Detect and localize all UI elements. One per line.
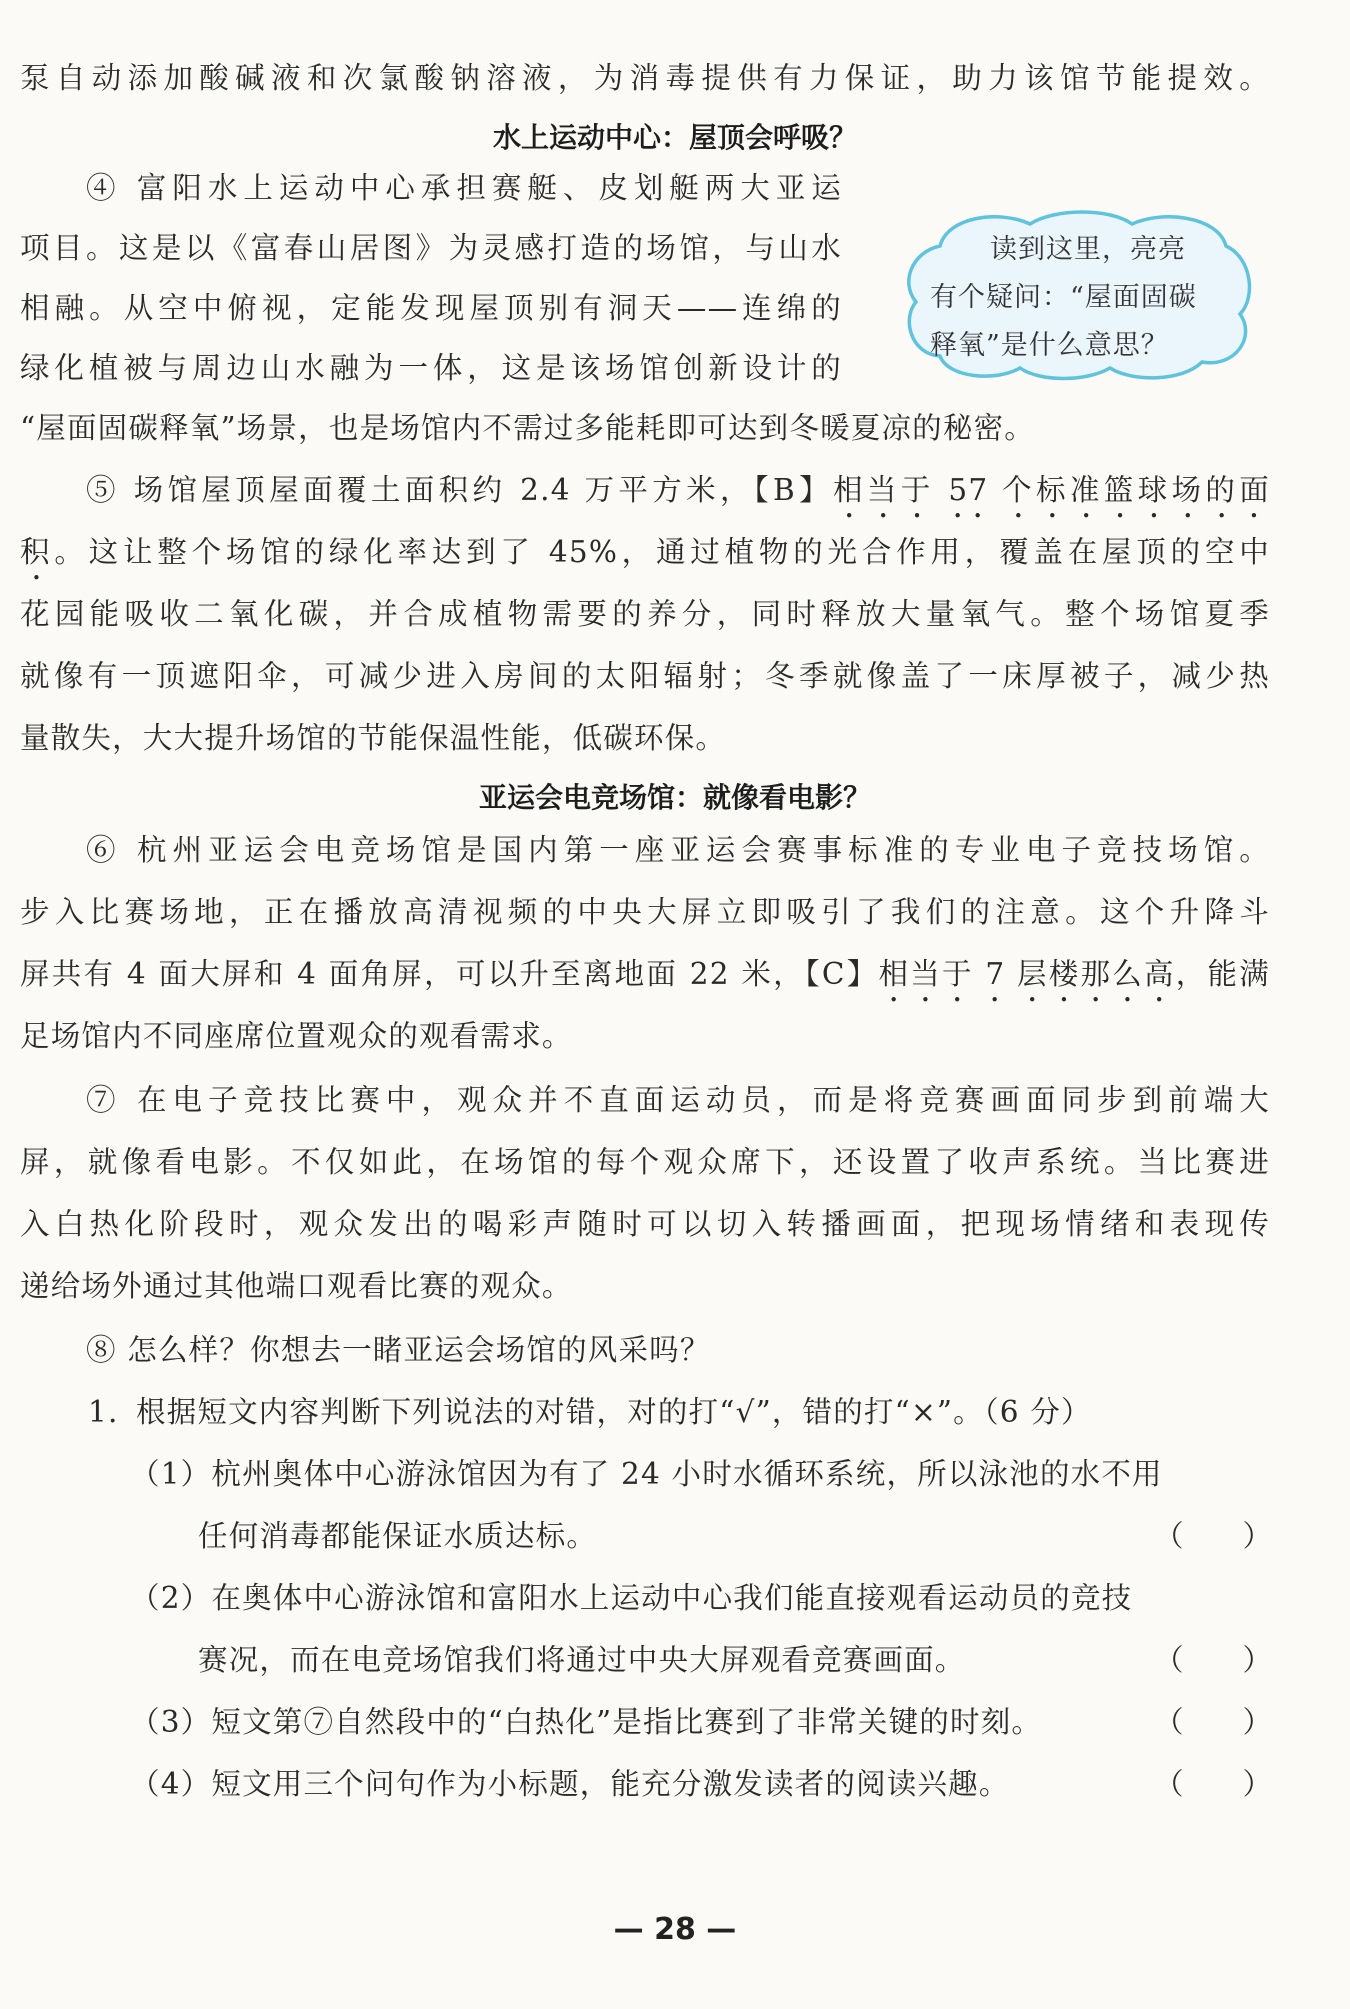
paragraph-5-text: ⑤ 场馆屋顶屋面覆土面积约 2.4 万平方米，【B】 — [86, 473, 833, 507]
answer-blank-2[interactable]: （ ） — [1153, 1643, 1272, 1677]
question-item-2-line-1: （2）在奥体中心游泳馆和富阳水上运动中心我们能直接观看运动员的竞技 — [130, 1581, 1133, 1615]
question-number: 1. — [88, 1395, 119, 1429]
question-item-1-line-2: 任何消毒都能保证水质达标。 — [198, 1519, 598, 1553]
paragraph-7-line-2: 屏，就像看电影。不仅如此，在场馆的每个观众席下，还设置了收声系统。当比赛进 — [20, 1145, 1270, 1179]
answer-blank-4[interactable]: （ ） — [1153, 1767, 1272, 1801]
question-item-3: （3）短文第⑦自然段中的“白热化”是指比赛到了非常关键的时刻。 — [130, 1705, 1043, 1739]
callout-line-2: 有个疑问：“屋面固碳 — [930, 282, 1197, 313]
emphasized-phrase-c: 相当于 7 层楼那么高 — [878, 957, 1176, 991]
paragraph-6-text: ，能满 — [1175, 957, 1270, 991]
question-item-2-line-2: 赛况，而在电竞场馆我们将通过中央大屏观看竞赛画面。 — [198, 1643, 966, 1677]
paragraph-6-line-3 — [20, 954, 1270, 1009]
paragraph-7-line-4: 递给场外通过其他端口观看比赛的观众。 — [20, 1269, 573, 1303]
emphasized-phrase-b: 相当于 57 个标准篮球场的面 — [832, 473, 1270, 507]
paragraph-5-line-2 — [20, 532, 1270, 587]
section-heading-water-sports: 水上运动中心：屋顶会呼吸？ — [492, 121, 857, 154]
question-item-1-line-1: （1）杭州奥体中心游泳馆因为有了 24 小时水循环系统，所以泳池的水不用 — [130, 1457, 1163, 1491]
paragraph-5-line-5: 量散失，大大提升场馆的节能保温性能，低碳环保。 — [20, 721, 727, 755]
paragraph-5-line-3: 花园能吸收二氧化碳，并合成植物需要的养分，同时释放大量氧气。整个场馆夏季 — [20, 597, 1270, 631]
paragraph-6-line-2: 步入比赛场地，正在播放高清视频的中央大屏立即吸引了我们的注意。这个升降斗 — [20, 895, 1270, 929]
paragraph-5-line-4: 就像有一顶遮阳伞，可减少进入房间的太阳辐射；冬季就像盖了一床厚被子，减少热 — [20, 659, 1270, 693]
paragraph-4-line-5: “屋面固碳释氧”场景，也是场馆内不需过多能耗即可达到冬暖夏凉的秘密。 — [20, 411, 1035, 445]
emphasized-phrase-b-end: 积 — [20, 535, 55, 569]
paragraph-6-text: 屏共有 4 面大屏和 4 面角屏，可以升至离地面 22 米，【C】 — [20, 957, 879, 991]
paragraph-7-line-3: 入白热化阶段时，观众发出的喝彩声随时可以切入转播画面，把现场情绪和表现传 — [20, 1207, 1270, 1241]
section-heading-esports: 亚运会电竞场馆：就像看电影？ — [478, 781, 871, 814]
paragraph-7-line-1: ⑦ 在电子竞技比赛中，观众并不直面运动员，而是将竞赛画面同步到前端大 — [86, 1083, 1270, 1117]
paragraph-4-line-3: 相融。从空中俯视，定能发现屋顶别有洞天——连绵的 — [20, 291, 842, 325]
page-number: — 28 — — [613, 1912, 737, 1947]
question-item-4: （4）短文用三个问句作为小标题，能充分激发读者的阅读兴趣。 — [130, 1767, 1010, 1801]
answer-blank-3[interactable]: （ ） — [1153, 1705, 1272, 1739]
paragraph-continuation-line: 泵自动添加酸碱液和次氯酸钠溶液，为消毒提供有力保证，助力该馆节能提效。 — [20, 61, 1270, 95]
paragraph-6-line-1: ⑥ 杭州亚运会电竞场馆是国内第一座亚运会赛事标准的专业电子竞技场馆。 — [86, 833, 1270, 867]
paragraph-4-line-2: 项目。这是以《富春山居图》为灵感打造的场馆，与山水 — [20, 231, 842, 265]
paragraph-5-text: 。这让整个场馆的绿化率达到了 45%，通过植物的光合作用，覆盖在屋顶的空中 — [54, 535, 1270, 569]
paragraph-4-line-1: ④ 富阳水上运动中心承担赛艇、皮划艇两大亚运 — [86, 171, 842, 205]
paragraph-4-line-4: 绿化植被与周边山水融为一体，这是该场馆创新设计的 — [20, 351, 842, 385]
callout-line-1: 读到这里，亮亮 — [990, 234, 1186, 265]
answer-blank-1[interactable]: （ ） — [1153, 1519, 1272, 1553]
paragraph-5-line-1 — [86, 470, 1270, 525]
thought-bubble-callout — [900, 206, 1258, 382]
paragraph-8: ⑧ 怎么样？你想去一睹亚运会场馆的风采吗？ — [86, 1333, 711, 1367]
question-prompt: 根据短文内容判断下列说法的对错，对的打“√”，错的打“×”。（6 分） — [136, 1395, 1092, 1429]
paragraph-6-line-4: 足场馆内不同座席位置观众的观看需求。 — [20, 1019, 573, 1053]
callout-line-3: 释氧”是什么意思？ — [930, 330, 1169, 361]
